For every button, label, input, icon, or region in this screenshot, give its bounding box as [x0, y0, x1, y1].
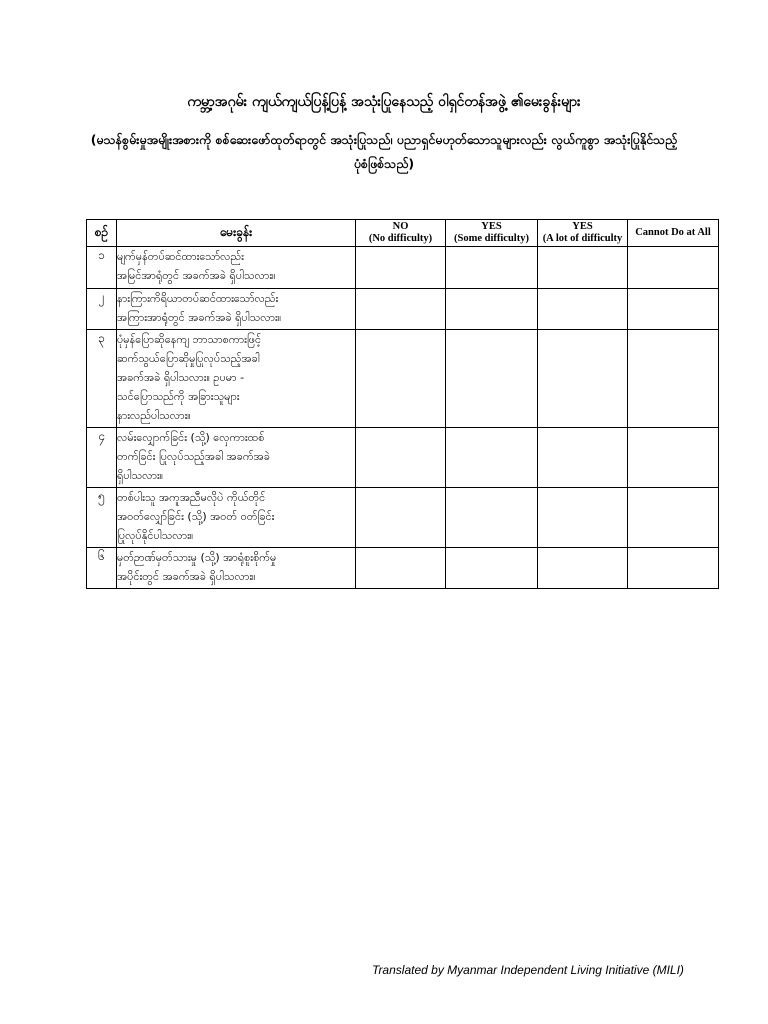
row-number: ၃	[87, 330, 117, 428]
question-line: နားကြားကိရိယာတပ်ဆင်ထားသော်လည်း	[117, 292, 279, 305]
answer-cannot-cell[interactable]	[628, 548, 719, 589]
questionnaire-table	[86, 219, 719, 589]
header-yes-some-label: YES	[481, 221, 502, 232]
header-yes-some-sub: (Some difficulty)	[454, 233, 529, 244]
row-number: ၅	[87, 488, 117, 548]
header-cannot-do: Cannot Do at All	[628, 220, 719, 247]
question-line: အပိုင်းတွင် အခက်အခဲ ရှိပါသလား။	[117, 570, 256, 583]
answer-cannot-cell[interactable]	[628, 289, 719, 330]
answer-some-cell[interactable]	[446, 289, 538, 330]
row-number: ၄	[87, 428, 117, 488]
answer-lot-cell[interactable]	[538, 247, 628, 289]
question-line: မှတ်ဉာဏ်မှတ်သားမှု (သို့) အာရုံစူးစိုက်မှု	[117, 551, 277, 564]
header-some-difficulty	[446, 220, 538, 247]
answer-some-cell[interactable]	[446, 548, 538, 589]
answer-lot-cell[interactable]	[538, 289, 628, 330]
table-row	[87, 428, 719, 488]
answer-lot-cell[interactable]	[538, 488, 628, 548]
table-row	[87, 330, 719, 428]
row-number: ၁	[87, 247, 117, 289]
row-number: ၂	[87, 289, 117, 330]
answer-no-cell[interactable]	[356, 548, 446, 589]
answer-cannot-cell[interactable]	[628, 488, 719, 548]
question-line: မျက်မှန်တပ်ဆင်ထားသော်လည်း	[117, 250, 244, 263]
answer-no-cell[interactable]	[356, 289, 446, 330]
table-header-row	[87, 220, 719, 247]
answer-no-cell[interactable]	[356, 247, 446, 289]
header-no-label: NO	[392, 221, 409, 232]
question-line: အကြားအာရုံတွင် အခက်အခဲ ရှိပါသလား။	[117, 311, 282, 324]
question-line: အခက်အခဲ ရှိပါသလား။ ဥပမာ -	[117, 371, 245, 384]
row-question	[117, 488, 356, 548]
table-row	[87, 548, 719, 589]
row-question	[117, 548, 356, 589]
question-line: နားလည်ပါသလား။	[117, 409, 191, 422]
row-question	[117, 289, 356, 330]
document-title: ကမ္ဘာ့အဂုမ်း ကျယ်ကျယ်ပြန့်ပြန့် အသုံးပြုနေသည့် ဝါရှင်တန်အဖွဲ့ ၏မေးခွန်းများ	[187, 94, 581, 110]
header-yes-lot-label: YES	[572, 221, 593, 232]
answer-lot-cell[interactable]	[538, 548, 628, 589]
document-subtitle: (မသန်စွမ်းမှုအမျိုးအစားကို စစ်ဆေးဖော်ထုတ်ရာတွင် အသုံးပြုသည်၊ ပညာရှင်မဟုတ်သောသူများလည်း လွယ်ကူစွာ အသုံးပြုနိုင်သည့်ပုံစံဖြစ်သည်)	[90, 132, 678, 171]
answer-no-cell[interactable]	[356, 428, 446, 488]
answer-cannot-cell[interactable]	[628, 330, 719, 428]
answer-no-cell[interactable]	[356, 488, 446, 548]
answer-cannot-cell[interactable]	[628, 428, 719, 488]
question-line: ပြုလုပ်နိုင်ပါသလား။	[117, 529, 194, 542]
answer-some-cell[interactable]	[446, 247, 538, 289]
row-question	[117, 330, 356, 428]
answer-lot-cell[interactable]	[538, 330, 628, 428]
answer-some-cell[interactable]	[446, 488, 538, 548]
header-lot-difficulty	[538, 220, 628, 247]
answer-cannot-cell[interactable]	[628, 247, 719, 289]
answer-no-cell[interactable]	[356, 330, 446, 428]
table-row	[87, 488, 719, 548]
question-line: အဝတ်လျှော်ခြင်း (သို့) အဝတ် ဝတ်ခြင်း	[117, 510, 275, 523]
translator-credit: Translated by Myanmar Independent Living Initiative (MILI)	[372, 963, 684, 977]
row-number: ၆	[87, 548, 117, 589]
question-line: ပုံမှန်ပြောဆိုနေကျ ဘာသာစကားဖြင့်	[117, 333, 262, 346]
question-line: ရှိပါသလား။	[117, 469, 164, 482]
answer-some-cell[interactable]	[446, 330, 538, 428]
answer-some-cell[interactable]	[446, 428, 538, 488]
row-question	[117, 428, 356, 488]
question-line: ဆက်သွယ်ပြောဆိုမှုပြုလုပ်သည့်အခါ	[117, 352, 260, 365]
header-number: စဉ်	[87, 220, 117, 247]
answer-lot-cell[interactable]	[538, 428, 628, 488]
header-question: မေးခွန်း	[117, 220, 356, 247]
row-question	[117, 247, 356, 289]
question-line: အမြင်အာရုံတွင် အခက်အခဲ ရှိပါသလား။	[117, 269, 276, 282]
question-line: တက်ခြင်း ပြုလုပ်သည့်အခါ အခက်အခဲ	[117, 450, 270, 463]
header-yes-lot-sub: (A lot of difficulty	[542, 233, 623, 244]
header-no-difficulty	[356, 220, 446, 247]
question-line: တစ်ပါးသူ အကူအညီမလိုပဲ ကိုယ်တိုင်	[117, 491, 266, 504]
table-row	[87, 247, 719, 289]
question-line: လမ်းလျှောက်ခြင်း (သို့) လှေကားထစ်	[117, 431, 265, 444]
table-row	[87, 289, 719, 330]
question-line: သင်ပြောသည်ကို အခြားသူများ	[117, 390, 240, 403]
header-no-sub: (No difficulty)	[368, 233, 433, 244]
